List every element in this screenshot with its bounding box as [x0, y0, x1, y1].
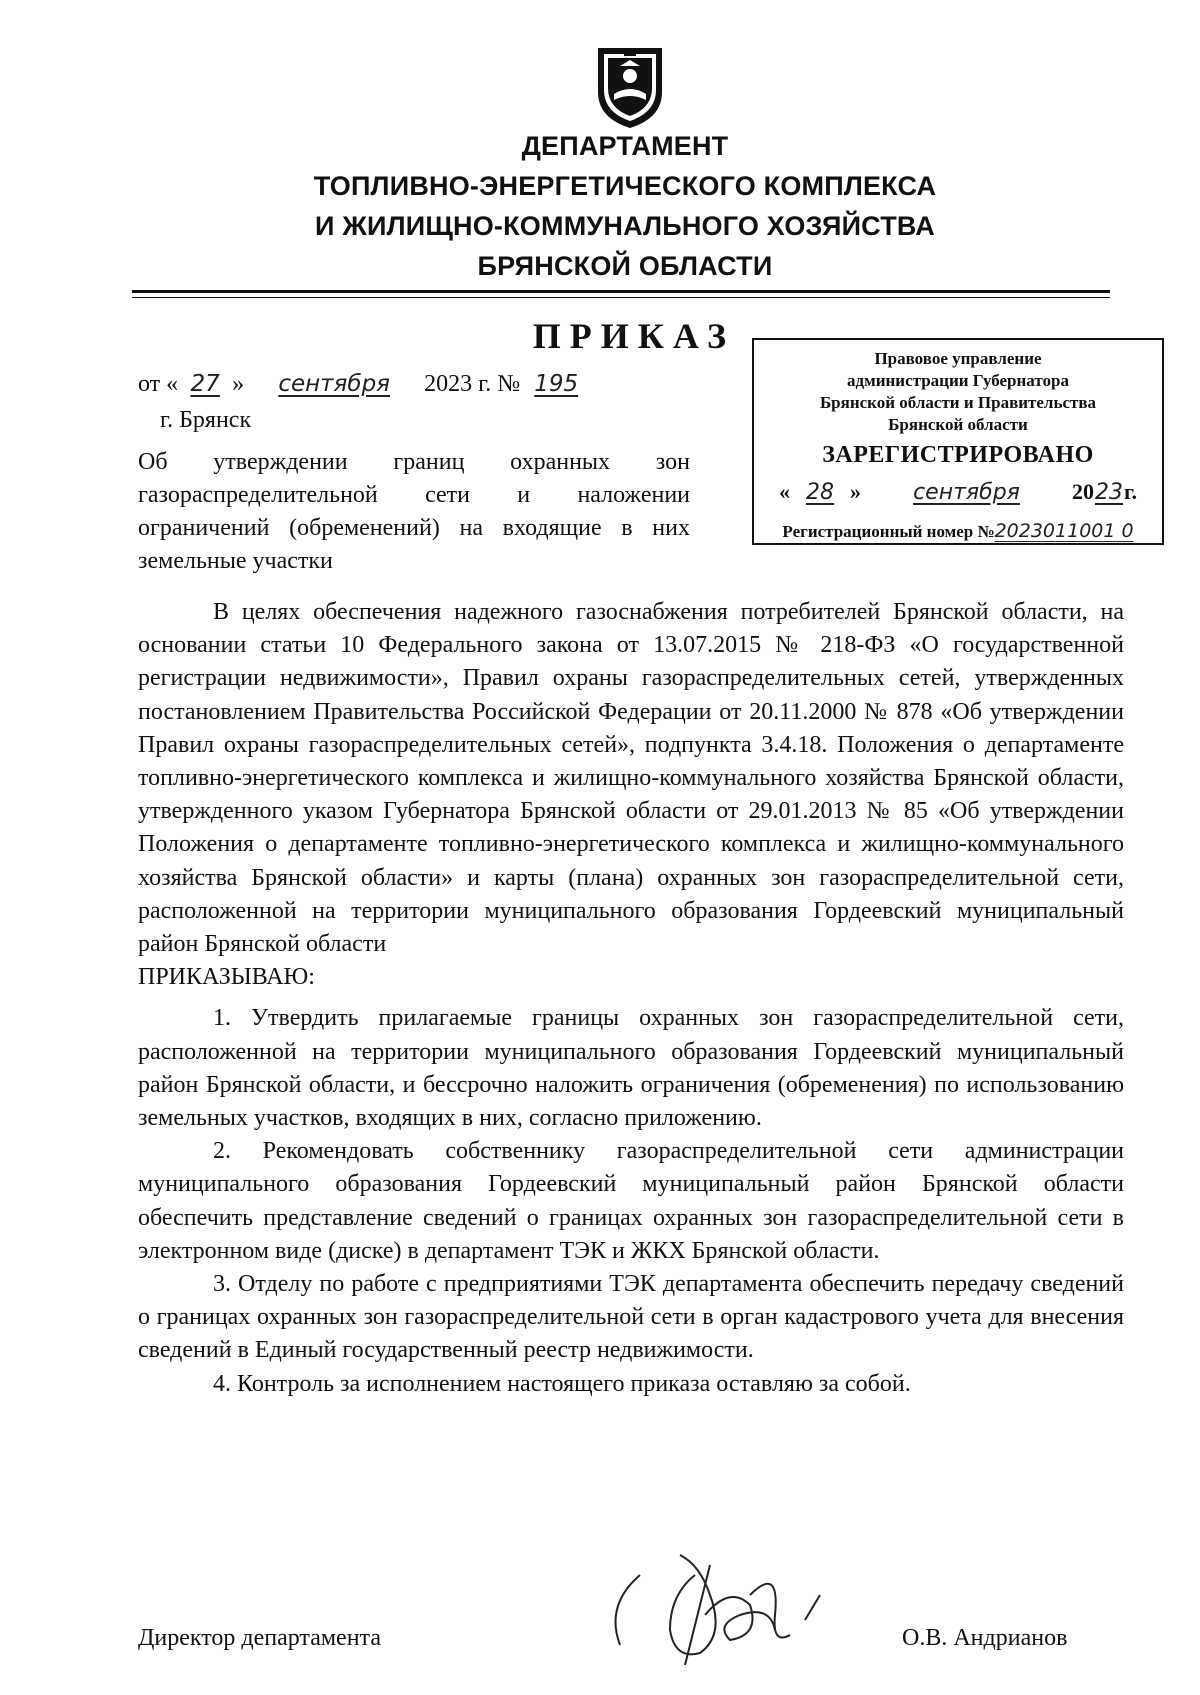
- department-header: [150, 126, 1100, 286]
- stamp-regnum-handwritten: 2023011001 0: [994, 520, 1134, 542]
- registration-stamp: [752, 338, 1164, 545]
- header-line-4: БРЯНСКОЙ ОБЛАСТИ: [477, 251, 773, 281]
- order-day-handwritten: 27: [190, 371, 220, 397]
- stamp-date-mid: »: [849, 479, 861, 504]
- order-month-handwritten: сентября: [278, 371, 391, 397]
- stamp-year-unit: г.: [1123, 479, 1137, 504]
- item-3-paragraph: 3. Отделу по работе с предприятиями ТЭК департамента обеспечить передачу сведений о границах охранных зон газораспределительной сети в орган кадастрового учета для внесения сведений в Единый государственный реестр недвижимости.: [138, 1271, 1124, 1364]
- item-1-paragraph: 1. Утвердить прилагаемые границы охранных зон газораспределительной сети, расположенной на территории муниципального образования Гордеевский муниципальный район Брянской области, и бессрочно наложить ограничения (обременения) по использованию земельных участков, входящих в них, согласно приложению.: [138, 1005, 1124, 1132]
- stamp-month-handwritten: сентября: [913, 480, 1020, 505]
- stamp-registered: ЗАРЕГИСТРИРОВАНО: [822, 442, 1094, 468]
- header-divider-thick: [132, 290, 1110, 293]
- date-prefix: от «: [138, 371, 179, 397]
- stamp-year-prefix: 20: [1071, 479, 1094, 504]
- stamp-line-1: Правовое управление: [874, 349, 1042, 368]
- stamp-line-4: Брянской области: [888, 415, 1028, 434]
- order-directive: ПРИКАЗЫВАЮ:: [138, 964, 315, 991]
- order-city: г. Брянск: [160, 407, 252, 433]
- order-body: [138, 596, 1124, 1401]
- header-line-2: ТОПЛИВНО-ЭНЕРГЕТИЧЕСКОГО КОМПЛЕКСА: [313, 171, 937, 201]
- coat-of-arms-emblem: [590, 40, 670, 130]
- order-year: 2023 г. №: [424, 371, 521, 397]
- order-title: ПРИКАЗ: [532, 316, 735, 356]
- order-subject: Об утверждении границ охранных зон газораспределительной сети и наложении ограничений (обременений) на входящие в них земельные участки: [138, 449, 690, 574]
- header-divider-thin: [132, 297, 1110, 298]
- stamp-date-open: «: [778, 479, 790, 504]
- order-number-handwritten: 195: [534, 371, 579, 397]
- signatory-post: Директор департамента: [138, 1625, 381, 1651]
- stamp-date: [754, 476, 1162, 509]
- preamble-paragraph: В целях обеспечения надежного газоснабжения потребителей Брянской области, на основании статьи 10 Федерального закона от 13.07.2015 № 218-ФЗ «О государственной регистрации недвижимости», Правил охраны газораспределительных сетей, утвержденных постановлением Правительства Российской Федерации от 20.11.2000 № 878 «Об утверждении Правил охраны газораспределительных сетей», подпункта 3.4.18. Положения о департаменте топливно-энергетического комплекса и жилищно-коммунального хозяйства Брянской области, утвержденного указом Губернатора Брянской области от 29.01.2013 № 85 «Об утверждении Положения о департаменте топливно-энергетического комплекса и жилищно-коммунального хозяйства Брянской области» и карты (плана) охранных зон газораспределительной сети, расположенной на территории муниципального образования Гордеевский муниципальный район Брянской области: [138, 599, 1124, 958]
- stamp-regnum-label: Регистрационный номер №: [782, 522, 995, 541]
- stamp-day-handwritten: 28: [805, 480, 834, 505]
- header-line-3: И ЖИЛИЩНО-КОММУНАЛЬНОГО ХОЗЯЙСТВА: [315, 211, 935, 241]
- signatory-name: О.В. Андрианов: [902, 1625, 1068, 1651]
- item-4-paragraph: 4. Контроль за исполнением настоящего приказа оставляю за собой.: [213, 1370, 911, 1397]
- stamp-regnum-line: [754, 517, 1162, 546]
- stamp-line-3: Брянской области и Правительства: [819, 393, 1097, 412]
- handwritten-signature: [600, 1535, 850, 1685]
- order-date-line: [138, 368, 698, 400]
- item-2-paragraph: 2. Рекомендовать собственнику газораспределительной сети администрации муниципального образования Гордеевский муниципальный район Брянской области обеспечить представление сведений о границах охранных зон газораспределительной сети в электронном виде (диске) в департамент ТЭК и ЖКХ Брянской области.: [138, 1138, 1124, 1264]
- stamp-line-2: администрации Губернатора: [847, 371, 1069, 390]
- header-line-1: ДЕПАРТАМЕНТ: [521, 131, 729, 161]
- date-mid: »: [232, 371, 245, 397]
- stamp-year-handwritten: 23: [1094, 480, 1123, 505]
